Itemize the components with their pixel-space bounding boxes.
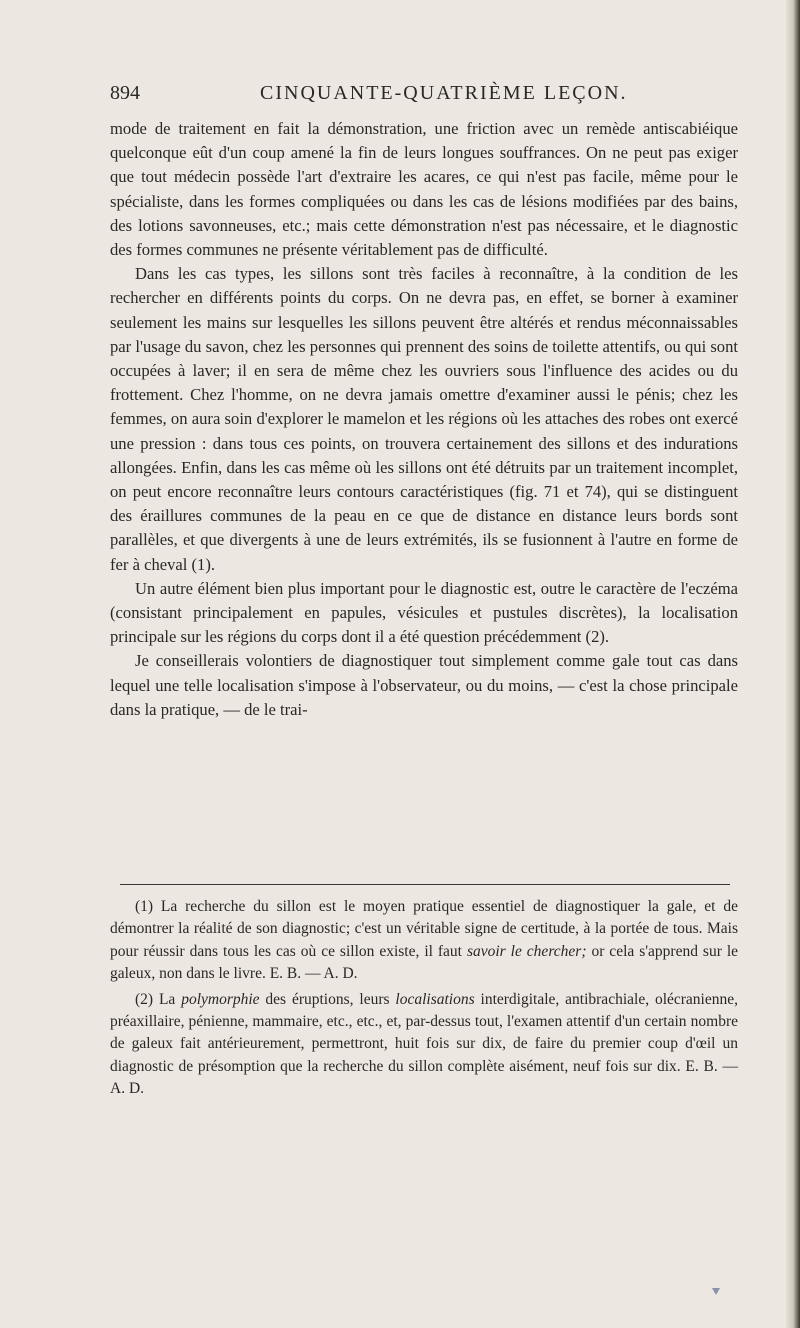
footnote-2-italic-1: polymorphie — [181, 990, 260, 1008]
footnotes — [110, 896, 738, 1101]
paragraph-1: mode de traitement en fait la démonstration, une friction avec un remède antiscabiéique quelconque eût d'un coup amené la fin de leurs longues souffrances. On ne peut pas exiger que tout médecin possède l'art d'extraire les acares, ce qui n'est pas facile, même pour le spécialiste, dans les formes compliquées ou dans les cas de lésions modifiées par des bains, des lotions savonneuses, etc.; mais cette démonstration n'est pas nécessaire, et le diagnostic des formes communes ne présente véritablement pas de difficulté. — [110, 119, 738, 260]
main-text — [110, 117, 738, 722]
footnote-1-italic: savoir le chercher; — [466, 942, 587, 960]
page-header — [110, 82, 730, 112]
footnote-2-text-c: interdigitale, antibrachiale, olécranienne, préaxillaire, pénienne, mammaire, etc., etc., et, par-dessus tout, l'examen attentif d'un certain nombre de galeux fait antérieurement, permettront, huit fois sur dix, de faire du premier coup d'œil un diagnostic de présomption que la recherche du sillon complète aisément, neuf fois sur dix. E. B. — A. D. — [110, 990, 738, 1098]
paragraph-4: Je conseillerais volontiers de diagnostiquer tout simplement comme gale tout cas dans lequel une telle localisation s'impose à l'observateur, ou du moins, — c'est la chose principale dans la pratique, — de le trai- — [110, 651, 738, 719]
footnote-2-italic-2: localisations — [395, 990, 475, 1008]
page-binding-edge — [786, 0, 800, 1328]
ink-mark — [712, 1288, 720, 1295]
footnote-2-text-b: des éruptions, leurs — [259, 990, 396, 1008]
running-head: CINQUANTE-QUATRIÈME LEÇON. — [260, 82, 628, 104]
footnote-2 — [110, 989, 738, 1101]
footnote-separator — [120, 884, 730, 885]
footnote-1 — [110, 896, 738, 986]
footnote-2-text-a: (2) La — [135, 990, 182, 1008]
page-number: 894 — [110, 82, 140, 104]
paragraph-3: Un autre élément bien plus important pour le diagnostic est, outre le caractère de l'eczéma (consistant principalement en papules, vésicules et pustules discrètes), la localisation principale sur les régions du corps dont il a été question précédemment (2). — [110, 578, 738, 647]
paragraph-2: Dans les cas types, les sillons sont très faciles à reconnaître, à la condition de les rechercher en différents points du corps. On ne devra pas, en effet, se borner à examiner seulement les mains sur lesquelles les sillons peuvent être altérés et rendus méconnaissables par l'usage du savon, chez les personnes qui prennent des soins de toilette attentifs, ou qui sont occupées à laver; il en sera de même chez les ouvriers sous l'influence des acides ou du frottement. Chez l'homme, on ne devra jamais omettre d'examiner aussi le pénis; chez les femmes, on aura soin d'explorer le mamelon et les régions où les attaches des robes ont exercé une pression : dans tous ces points, on trouvera certainement des sillons et des indurations allongées. Enfin, dans les cas même où les sillons ont été détruits par un traitement incomplet, on peut encore reconnaître leurs contours caractéristiques (fig. 71 et 74), qui se distinguent des éraillures communes de la peau en ce que de distance en distance leurs bords sont parallèles, et que divergents à une de leurs extrémités, ils se fusionnent à l'autre en forme de fer à cheval (1). — [110, 264, 738, 574]
footnote-1-text-a: (1) La recherche du sillon est le moyen pratique essentiel de diagnostiquer la gale, et de démontrer la réalité de son diagnostic; c'est un véritable signe de certitude, à la portée de tous. Mais pour réussir dans tous les cas où ce sillon existe, il faut — [110, 898, 738, 960]
footnote-1-text-b: or cela s'apprend sur le galeux, non dans le livre. E. B. — A. D. — [110, 942, 739, 983]
